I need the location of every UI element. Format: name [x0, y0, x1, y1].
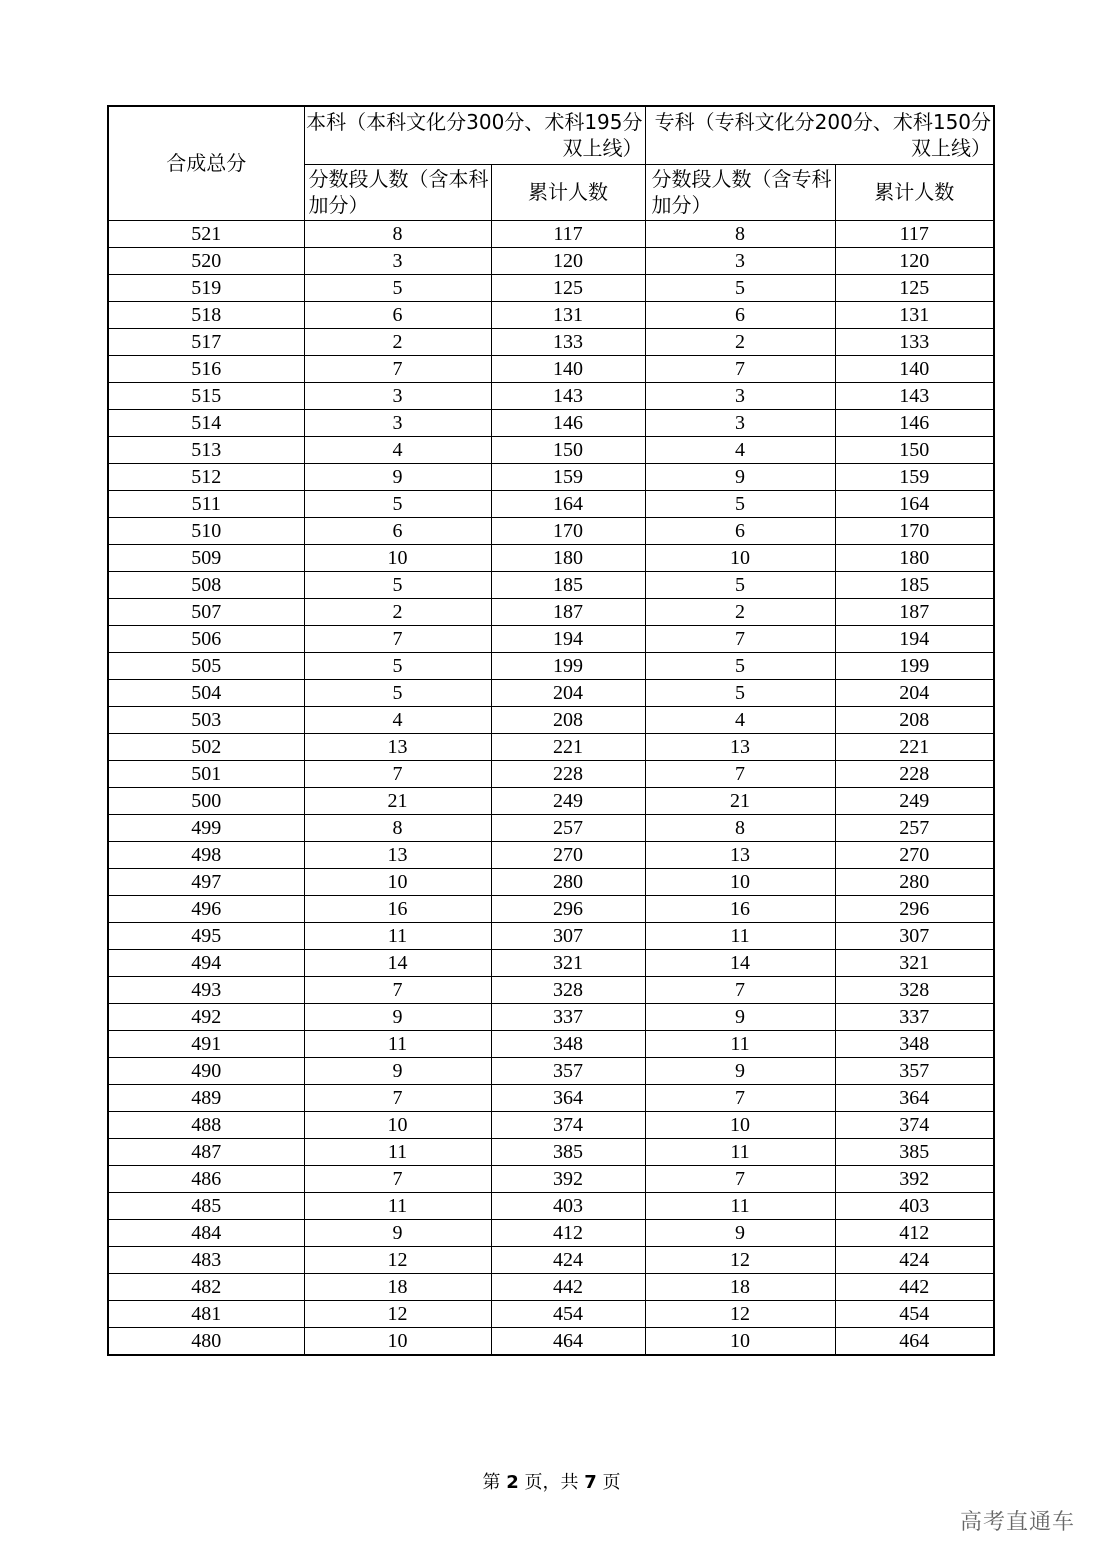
table-row [108, 1057, 994, 1084]
page-footer [0, 1468, 1103, 1494]
cell-junior-segment: 16 [645, 895, 835, 922]
cell-undergrad-segment: 7 [304, 355, 491, 382]
cell-score: 520 [108, 247, 304, 274]
cell-junior-segment: 4 [645, 706, 835, 733]
header-junior-segment: 分数段人数（含专科加分） [645, 164, 835, 220]
cell-score: 518 [108, 301, 304, 328]
cell-junior-cumulative: 307 [835, 922, 994, 949]
table-row [108, 895, 994, 922]
cell-score: 499 [108, 814, 304, 841]
cell-undergrad-segment: 14 [304, 949, 491, 976]
cell-junior-segment: 9 [645, 463, 835, 490]
table-row [108, 1165, 994, 1192]
cell-junior-cumulative: 187 [835, 598, 994, 625]
cell-undergrad-cumulative: 159 [491, 463, 645, 490]
table-row [108, 787, 994, 814]
table-row [108, 760, 994, 787]
table-row [108, 922, 994, 949]
cell-undergrad-segment: 7 [304, 760, 491, 787]
cell-undergrad-cumulative: 187 [491, 598, 645, 625]
cell-undergrad-cumulative: 307 [491, 922, 645, 949]
table-row [108, 1300, 994, 1327]
cell-junior-cumulative: 204 [835, 679, 994, 706]
table-row [108, 409, 994, 436]
cell-undergrad-cumulative: 337 [491, 1003, 645, 1030]
table-row [108, 1111, 994, 1138]
cell-junior-cumulative: 170 [835, 517, 994, 544]
cell-score: 505 [108, 652, 304, 679]
cell-junior-cumulative: 328 [835, 976, 994, 1003]
cell-junior-segment: 8 [645, 220, 835, 247]
table-row [108, 571, 994, 598]
cell-undergrad-cumulative: 364 [491, 1084, 645, 1111]
cell-junior-cumulative: 120 [835, 247, 994, 274]
cell-undergrad-cumulative: 257 [491, 814, 645, 841]
cell-undergrad-segment: 9 [304, 463, 491, 490]
cell-undergrad-segment: 3 [304, 409, 491, 436]
cell-junior-cumulative: 385 [835, 1138, 994, 1165]
cell-junior-cumulative: 280 [835, 868, 994, 895]
table-row [108, 1327, 994, 1355]
table-row [108, 1273, 994, 1300]
table-row [108, 328, 994, 355]
cell-undergrad-cumulative: 143 [491, 382, 645, 409]
table-row [108, 1246, 994, 1273]
cell-undergrad-segment: 9 [304, 1003, 491, 1030]
cell-junior-cumulative: 208 [835, 706, 994, 733]
cell-undergrad-segment: 5 [304, 490, 491, 517]
cell-score: 509 [108, 544, 304, 571]
cell-junior-cumulative: 348 [835, 1030, 994, 1057]
cell-score: 485 [108, 1192, 304, 1219]
cell-junior-cumulative: 357 [835, 1057, 994, 1084]
cell-junior-segment: 8 [645, 814, 835, 841]
table-row [108, 1219, 994, 1246]
cell-undergrad-cumulative: 321 [491, 949, 645, 976]
cell-undergrad-segment: 10 [304, 1111, 491, 1138]
cell-undergrad-cumulative: 328 [491, 976, 645, 1003]
cell-undergrad-segment: 10 [304, 544, 491, 571]
cell-score: 487 [108, 1138, 304, 1165]
cell-score: 498 [108, 841, 304, 868]
cell-score: 504 [108, 679, 304, 706]
table-row [108, 1138, 994, 1165]
cell-junior-segment: 3 [645, 247, 835, 274]
cell-undergrad-segment: 21 [304, 787, 491, 814]
cell-junior-segment: 5 [645, 679, 835, 706]
cell-undergrad-cumulative: 146 [491, 409, 645, 436]
cell-junior-segment: 2 [645, 328, 835, 355]
cell-junior-segment: 12 [645, 1246, 835, 1273]
header-undergrad-cumulative: 累计人数 [491, 164, 645, 220]
cell-undergrad-segment: 6 [304, 517, 491, 544]
table-row [108, 1030, 994, 1057]
cell-undergrad-cumulative: 180 [491, 544, 645, 571]
cell-junior-segment: 11 [645, 1030, 835, 1057]
cell-undergrad-segment: 13 [304, 841, 491, 868]
cell-junior-cumulative: 424 [835, 1246, 994, 1273]
cell-undergrad-cumulative: 270 [491, 841, 645, 868]
cell-score: 495 [108, 922, 304, 949]
cell-junior-cumulative: 270 [835, 841, 994, 868]
cell-undergrad-segment: 9 [304, 1219, 491, 1246]
table-row [108, 814, 994, 841]
cell-undergrad-cumulative: 412 [491, 1219, 645, 1246]
cell-junior-cumulative: 146 [835, 409, 994, 436]
cell-junior-segment: 11 [645, 1138, 835, 1165]
table-row [108, 625, 994, 652]
cell-undergrad-cumulative: 357 [491, 1057, 645, 1084]
cell-undergrad-cumulative: 150 [491, 436, 645, 463]
cell-undergrad-cumulative: 199 [491, 652, 645, 679]
footer-page-number: 2 [506, 1472, 519, 1493]
cell-undergrad-cumulative: 424 [491, 1246, 645, 1273]
cell-undergrad-cumulative: 204 [491, 679, 645, 706]
cell-junior-cumulative: 257 [835, 814, 994, 841]
cell-junior-segment: 7 [645, 1084, 835, 1111]
cell-junior-segment: 12 [645, 1300, 835, 1327]
cell-undergrad-segment: 10 [304, 868, 491, 895]
cell-junior-segment: 7 [645, 976, 835, 1003]
cell-score: 512 [108, 463, 304, 490]
cell-undergrad-segment: 7 [304, 625, 491, 652]
cell-junior-segment: 5 [645, 652, 835, 679]
cell-undergrad-cumulative: 374 [491, 1111, 645, 1138]
cell-undergrad-cumulative: 454 [491, 1300, 645, 1327]
cell-undergrad-segment: 18 [304, 1273, 491, 1300]
header-score: 合成总分 [108, 106, 304, 220]
table-row [108, 274, 994, 301]
cell-junior-cumulative: 150 [835, 436, 994, 463]
cell-undergrad-segment: 13 [304, 733, 491, 760]
cell-undergrad-cumulative: 403 [491, 1192, 645, 1219]
cell-junior-segment: 3 [645, 409, 835, 436]
footer-total-pages: 7 [584, 1472, 597, 1493]
cell-undergrad-segment: 16 [304, 895, 491, 922]
cell-junior-segment: 7 [645, 1165, 835, 1192]
cell-undergrad-cumulative: 442 [491, 1273, 645, 1300]
cell-undergrad-segment: 9 [304, 1057, 491, 1084]
cell-undergrad-cumulative: 249 [491, 787, 645, 814]
cell-junior-segment: 9 [645, 1219, 835, 1246]
cell-undergrad-segment: 12 [304, 1300, 491, 1327]
cell-score: 507 [108, 598, 304, 625]
header-undergrad-group: 本科（本科文化分300分、术科195分双上线） [304, 106, 645, 164]
cell-junior-cumulative: 125 [835, 274, 994, 301]
cell-junior-cumulative: 249 [835, 787, 994, 814]
cell-score: 510 [108, 517, 304, 544]
cell-undergrad-cumulative: 385 [491, 1138, 645, 1165]
cell-junior-segment: 4 [645, 436, 835, 463]
table-row [108, 841, 994, 868]
cell-score: 496 [108, 895, 304, 922]
cell-score: 511 [108, 490, 304, 517]
table-row [108, 355, 994, 382]
cell-junior-segment: 6 [645, 517, 835, 544]
cell-undergrad-segment: 2 [304, 598, 491, 625]
cell-junior-segment: 9 [645, 1003, 835, 1030]
cell-undergrad-segment: 5 [304, 274, 491, 301]
cell-undergrad-cumulative: 296 [491, 895, 645, 922]
table-body [108, 220, 994, 1355]
cell-undergrad-cumulative: 221 [491, 733, 645, 760]
cell-undergrad-segment: 8 [304, 220, 491, 247]
cell-undergrad-segment: 5 [304, 571, 491, 598]
score-table [107, 105, 995, 1356]
cell-junior-cumulative: 185 [835, 571, 994, 598]
cell-junior-segment: 9 [645, 1057, 835, 1084]
cell-undergrad-segment: 4 [304, 436, 491, 463]
cell-score: 490 [108, 1057, 304, 1084]
cell-junior-cumulative: 337 [835, 1003, 994, 1030]
table-row [108, 976, 994, 1003]
cell-junior-cumulative: 159 [835, 463, 994, 490]
cell-score: 481 [108, 1300, 304, 1327]
cell-junior-segment: 10 [645, 544, 835, 571]
cell-undergrad-segment: 6 [304, 301, 491, 328]
header-row-groups [108, 106, 994, 164]
cell-junior-cumulative: 392 [835, 1165, 994, 1192]
cell-undergrad-cumulative: 208 [491, 706, 645, 733]
cell-score: 484 [108, 1219, 304, 1246]
cell-score: 497 [108, 868, 304, 895]
cell-undergrad-segment: 3 [304, 382, 491, 409]
cell-score: 521 [108, 220, 304, 247]
cell-undergrad-segment: 2 [304, 328, 491, 355]
cell-score: 501 [108, 760, 304, 787]
cell-undergrad-cumulative: 348 [491, 1030, 645, 1057]
cell-score: 502 [108, 733, 304, 760]
cell-undergrad-segment: 5 [304, 652, 491, 679]
cell-junior-segment: 21 [645, 787, 835, 814]
cell-score: 492 [108, 1003, 304, 1030]
cell-junior-cumulative: 321 [835, 949, 994, 976]
cell-junior-segment: 5 [645, 274, 835, 301]
cell-junior-segment: 11 [645, 1192, 835, 1219]
cell-undergrad-segment: 5 [304, 679, 491, 706]
cell-score: 514 [108, 409, 304, 436]
cell-undergrad-segment: 11 [304, 1192, 491, 1219]
table-row [108, 652, 994, 679]
cell-junior-segment: 6 [645, 301, 835, 328]
cell-undergrad-cumulative: 464 [491, 1327, 645, 1355]
cell-undergrad-segment: 8 [304, 814, 491, 841]
cell-undergrad-cumulative: 185 [491, 571, 645, 598]
table-row [108, 463, 994, 490]
cell-junior-cumulative: 296 [835, 895, 994, 922]
table-row [108, 220, 994, 247]
cell-score: 486 [108, 1165, 304, 1192]
cell-undergrad-segment: 7 [304, 976, 491, 1003]
footer-prefix: 第 [482, 1472, 501, 1493]
cell-junior-cumulative: 199 [835, 652, 994, 679]
table-row [108, 868, 994, 895]
cell-junior-segment: 7 [645, 760, 835, 787]
cell-junior-segment: 2 [645, 598, 835, 625]
table-row [108, 1192, 994, 1219]
cell-junior-segment: 5 [645, 571, 835, 598]
cell-junior-cumulative: 143 [835, 382, 994, 409]
cell-undergrad-cumulative: 133 [491, 328, 645, 355]
footer-middle: 页，共 [524, 1472, 579, 1493]
cell-junior-segment: 7 [645, 625, 835, 652]
cell-junior-segment: 10 [645, 1111, 835, 1138]
table-row [108, 517, 994, 544]
header-undergrad-segment: 分数段人数（含本科加分） [304, 164, 491, 220]
table-header [108, 106, 994, 220]
cell-undergrad-segment: 11 [304, 1030, 491, 1057]
cell-junior-cumulative: 180 [835, 544, 994, 571]
table-row [108, 544, 994, 571]
cell-undergrad-segment: 12 [304, 1246, 491, 1273]
cell-junior-segment: 7 [645, 355, 835, 382]
cell-score: 506 [108, 625, 304, 652]
cell-junior-segment: 10 [645, 868, 835, 895]
cell-junior-cumulative: 131 [835, 301, 994, 328]
cell-score: 515 [108, 382, 304, 409]
cell-undergrad-segment: 4 [304, 706, 491, 733]
cell-junior-cumulative: 164 [835, 490, 994, 517]
cell-junior-segment: 13 [645, 841, 835, 868]
cell-junior-cumulative: 117 [835, 220, 994, 247]
cell-junior-segment: 13 [645, 733, 835, 760]
cell-undergrad-cumulative: 164 [491, 490, 645, 517]
cell-junior-cumulative: 364 [835, 1084, 994, 1111]
cell-undergrad-cumulative: 170 [491, 517, 645, 544]
footer-suffix: 页 [602, 1472, 621, 1493]
cell-score: 513 [108, 436, 304, 463]
cell-junior-cumulative: 454 [835, 1300, 994, 1327]
cell-junior-segment: 10 [645, 1327, 835, 1355]
table-row [108, 949, 994, 976]
table-row [108, 598, 994, 625]
cell-score: 519 [108, 274, 304, 301]
cell-undergrad-segment: 7 [304, 1084, 491, 1111]
cell-undergrad-cumulative: 117 [491, 220, 645, 247]
cell-undergrad-segment: 3 [304, 247, 491, 274]
cell-undergrad-segment: 11 [304, 922, 491, 949]
table-row [108, 706, 994, 733]
cell-junior-cumulative: 412 [835, 1219, 994, 1246]
table-row [108, 733, 994, 760]
cell-undergrad-cumulative: 120 [491, 247, 645, 274]
cell-score: 482 [108, 1273, 304, 1300]
header-junior-group: 专科（专科文化分200分、术科150分双上线） [645, 106, 994, 164]
cell-score: 494 [108, 949, 304, 976]
cell-score: 480 [108, 1327, 304, 1355]
cell-junior-cumulative: 442 [835, 1273, 994, 1300]
cell-undergrad-segment: 11 [304, 1138, 491, 1165]
cell-undergrad-cumulative: 228 [491, 760, 645, 787]
cell-junior-cumulative: 221 [835, 733, 994, 760]
cell-junior-segment: 11 [645, 922, 835, 949]
table-row [108, 436, 994, 463]
cell-score: 489 [108, 1084, 304, 1111]
cell-score: 483 [108, 1246, 304, 1273]
header-junior-cumulative: 累计人数 [835, 164, 994, 220]
cell-junior-segment: 3 [645, 382, 835, 409]
cell-score: 503 [108, 706, 304, 733]
cell-junior-cumulative: 464 [835, 1327, 994, 1355]
cell-undergrad-segment: 7 [304, 1165, 491, 1192]
table-row [108, 679, 994, 706]
table-row [108, 301, 994, 328]
cell-junior-segment: 18 [645, 1273, 835, 1300]
cell-junior-cumulative: 403 [835, 1192, 994, 1219]
watermark: 高考直通车 [959, 1510, 1075, 1535]
cell-junior-segment: 14 [645, 949, 835, 976]
cell-junior-segment: 5 [645, 490, 835, 517]
cell-score: 517 [108, 328, 304, 355]
cell-undergrad-cumulative: 280 [491, 868, 645, 895]
cell-score: 500 [108, 787, 304, 814]
cell-undergrad-cumulative: 131 [491, 301, 645, 328]
cell-junior-cumulative: 133 [835, 328, 994, 355]
cell-score: 491 [108, 1030, 304, 1057]
cell-junior-cumulative: 194 [835, 625, 994, 652]
table-row [108, 382, 994, 409]
cell-undergrad-cumulative: 392 [491, 1165, 645, 1192]
table-row [108, 1084, 994, 1111]
cell-junior-cumulative: 374 [835, 1111, 994, 1138]
table-row [108, 490, 994, 517]
cell-score: 493 [108, 976, 304, 1003]
cell-undergrad-cumulative: 125 [491, 274, 645, 301]
cell-score: 508 [108, 571, 304, 598]
cell-junior-cumulative: 140 [835, 355, 994, 382]
cell-score: 488 [108, 1111, 304, 1138]
cell-undergrad-cumulative: 194 [491, 625, 645, 652]
table-row [108, 1003, 994, 1030]
cell-undergrad-cumulative: 140 [491, 355, 645, 382]
table-row [108, 247, 994, 274]
cell-junior-cumulative: 228 [835, 760, 994, 787]
cell-score: 516 [108, 355, 304, 382]
cell-undergrad-segment: 10 [304, 1327, 491, 1355]
